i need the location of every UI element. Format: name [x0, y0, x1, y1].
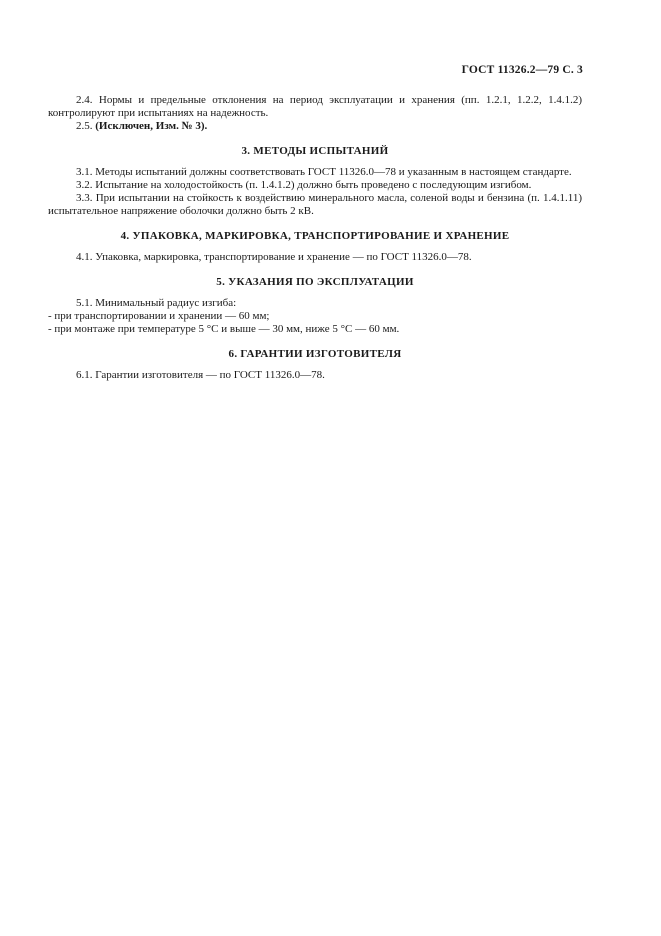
paragraph-4-1: 4.1. Упаковка, маркировка, транспортирование и хранение — по ГОСТ 11326.0—78.: [76, 251, 472, 263]
spacer: [48, 158, 582, 166]
section-5-title: 5. УКАЗАНИЯ ПО ЭКСПЛУАТАЦИИ: [216, 276, 414, 288]
paragraph-6-1: 6.1. Гарантии изготовителя — по ГОСТ 11326.0—78.: [76, 369, 325, 381]
paragraph-3-1: 3.1. Методы испытаний должны соответствовать ГОСТ 11326.0—78 и указанным в настоящем стандарте.: [76, 166, 572, 178]
section-3-title: 3. МЕТОДЫ ИСПЫТАНИЙ: [241, 145, 389, 157]
list-item: - при транспортировании и хранении — 60 мм;: [48, 310, 270, 322]
spacer: [48, 264, 582, 276]
spacer: [48, 361, 582, 369]
spacer: [48, 133, 582, 145]
paragraph-2-5: [48, 120, 582, 133]
paragraph-5-1: 5.1. Минимальный радиус изгиба:: [76, 297, 237, 309]
list-item: - при монтаже при температуре 5 °С и выше — 30 мм, ниже 5 °С — 60 мм.: [48, 323, 400, 335]
section-6-title: 6. ГАРАНТИИ ИЗГОТОВИТЕЛЯ: [228, 348, 402, 360]
paragraph-2-5-text: (Исключен, Изм. № 3).: [95, 120, 208, 132]
document-body: [48, 94, 582, 382]
paragraph-3-2: 3.2. Испытание на холодостойкость (п. 1.4.1.2) должно быть проведено с последующим изгибом.: [76, 179, 532, 191]
section-4-title: 4. УПАКОВКА, МАРКИРОВКА, ТРАНСПОРТИРОВАНИЕ И ХРАНЕНИЕ: [120, 230, 510, 242]
spacer: [48, 218, 582, 230]
spacer: [48, 243, 582, 251]
paragraph-3-3: 3.3. При испытании на стойкость к воздействию минерального масла, соленой воды и бензина (п. 1.4.1.11) испытательное напряжение оболочки должно быть 2 кВ.: [48, 192, 582, 217]
spacer: [48, 289, 582, 297]
spacer: [48, 336, 582, 348]
paragraph-2-5-number: 2.5.: [76, 120, 93, 132]
page-header: ГОСТ 11326.2—79 С. 3: [461, 64, 583, 76]
paragraph-2-4: 2.4. Нормы и предельные отклонения на период эксплуатации и хранения (пп. 1.2.1, 1.2.2, 1.4.1.2) контролируют при испытаниях на надежность.: [48, 94, 582, 119]
